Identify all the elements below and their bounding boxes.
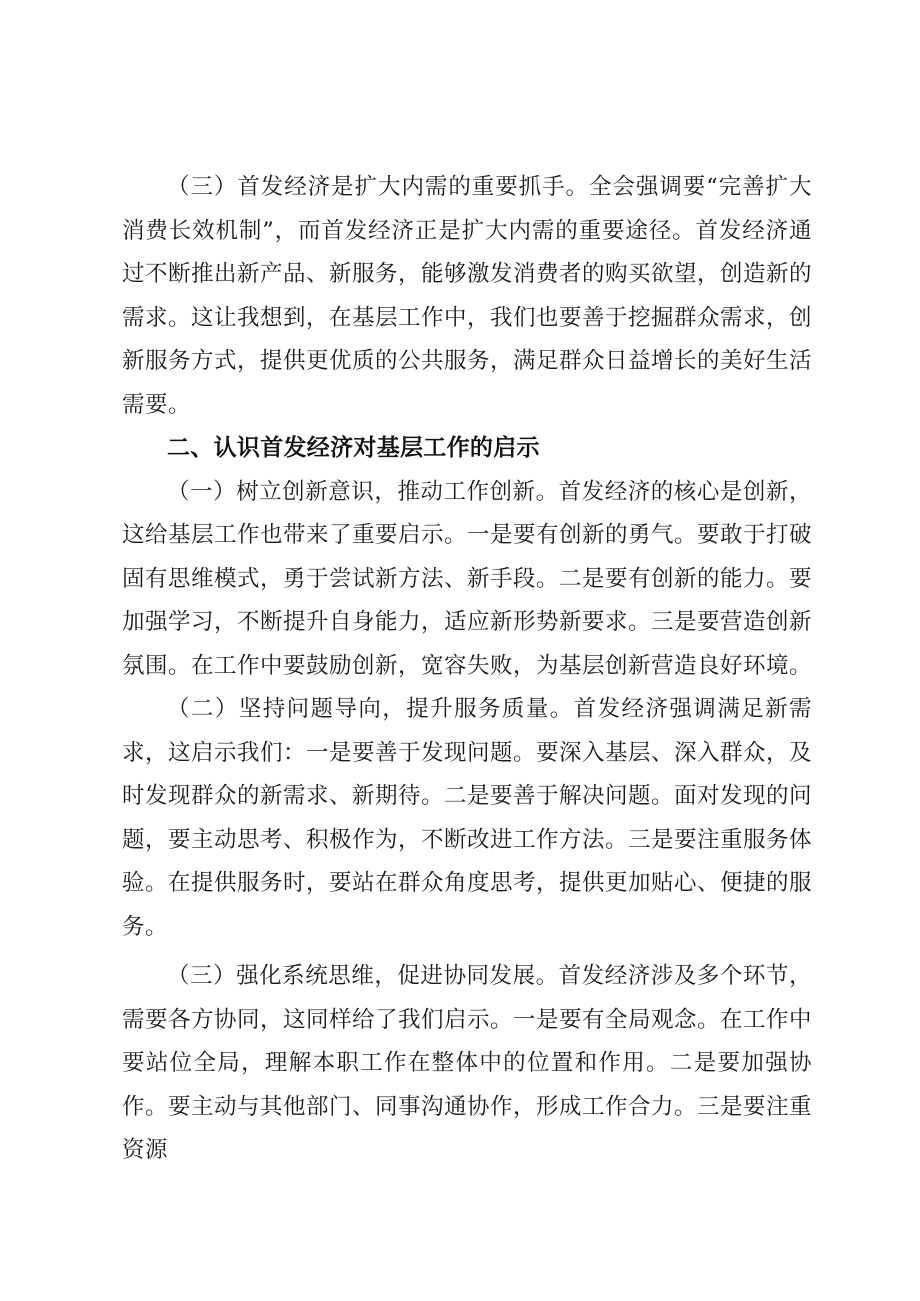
section-heading-2: 二、认识首发经济对基层工作的启示 <box>167 435 540 461</box>
paragraph-first-boost-domestic-demand: （三）首发经济是扩大内需的重要抓手。全会强调要“完善扩大消费长效机制”，而首发经济正是扩大内需的重要途径。首发经济通过不断推出新产品、新服务，能够激发消费者的购买欲望，创造新的需求。这让我想到，在基层工作中，我们也要善于挖掘群众需求，创新服务方式，提供更优质的公共服务，满足群众日益增长的美好生活需要。 <box>122 174 813 418</box>
paragraph-innovation-awareness: （一）树立创新意识，推动工作创新。首发经济的核心是创新，这给基层工作也带来了重要启示。一是要有创新的勇气。要敢于打破固有思维模式，勇于尝试新方法、新手段。二是要有创新的能力。要加强学习，不断提升自身能力，适应新形势新要求。三是要营造创新氛围。在工作中要鼓励创新，宽容失败，为基层创新营造良好环境。 <box>122 478 813 679</box>
paragraph-problem-orientation: （二）坚持问题导向，提升服务质量。首发经济强调满足新需求，这启示我们：一是要善于发现问题。要深入基层、深入群众，及时发现群众的新需求、新期待。二是要善于解决问题。面对发现的问题，要主动思考、积极作为，不断改进工作方法。三是要注重服务体验。在提供服务时，要站在群众角度思考，提供更加贴心、便捷的服务。 <box>122 696 813 940</box>
document-body <box>122 166 812 1173</box>
paragraph-systems-thinking: （三）强化系统思维，促进协同发展。首发经济涉及多个环节，需要各方协同，这同样给了我们启示。一是要有全局观念。在工作中要站位全局，理解本职工作在整体中的位置和作用。二是要加强协作。要主动与其他部门、同事沟通协作，形成工作合力。三是要注重资源 <box>122 963 813 1163</box>
